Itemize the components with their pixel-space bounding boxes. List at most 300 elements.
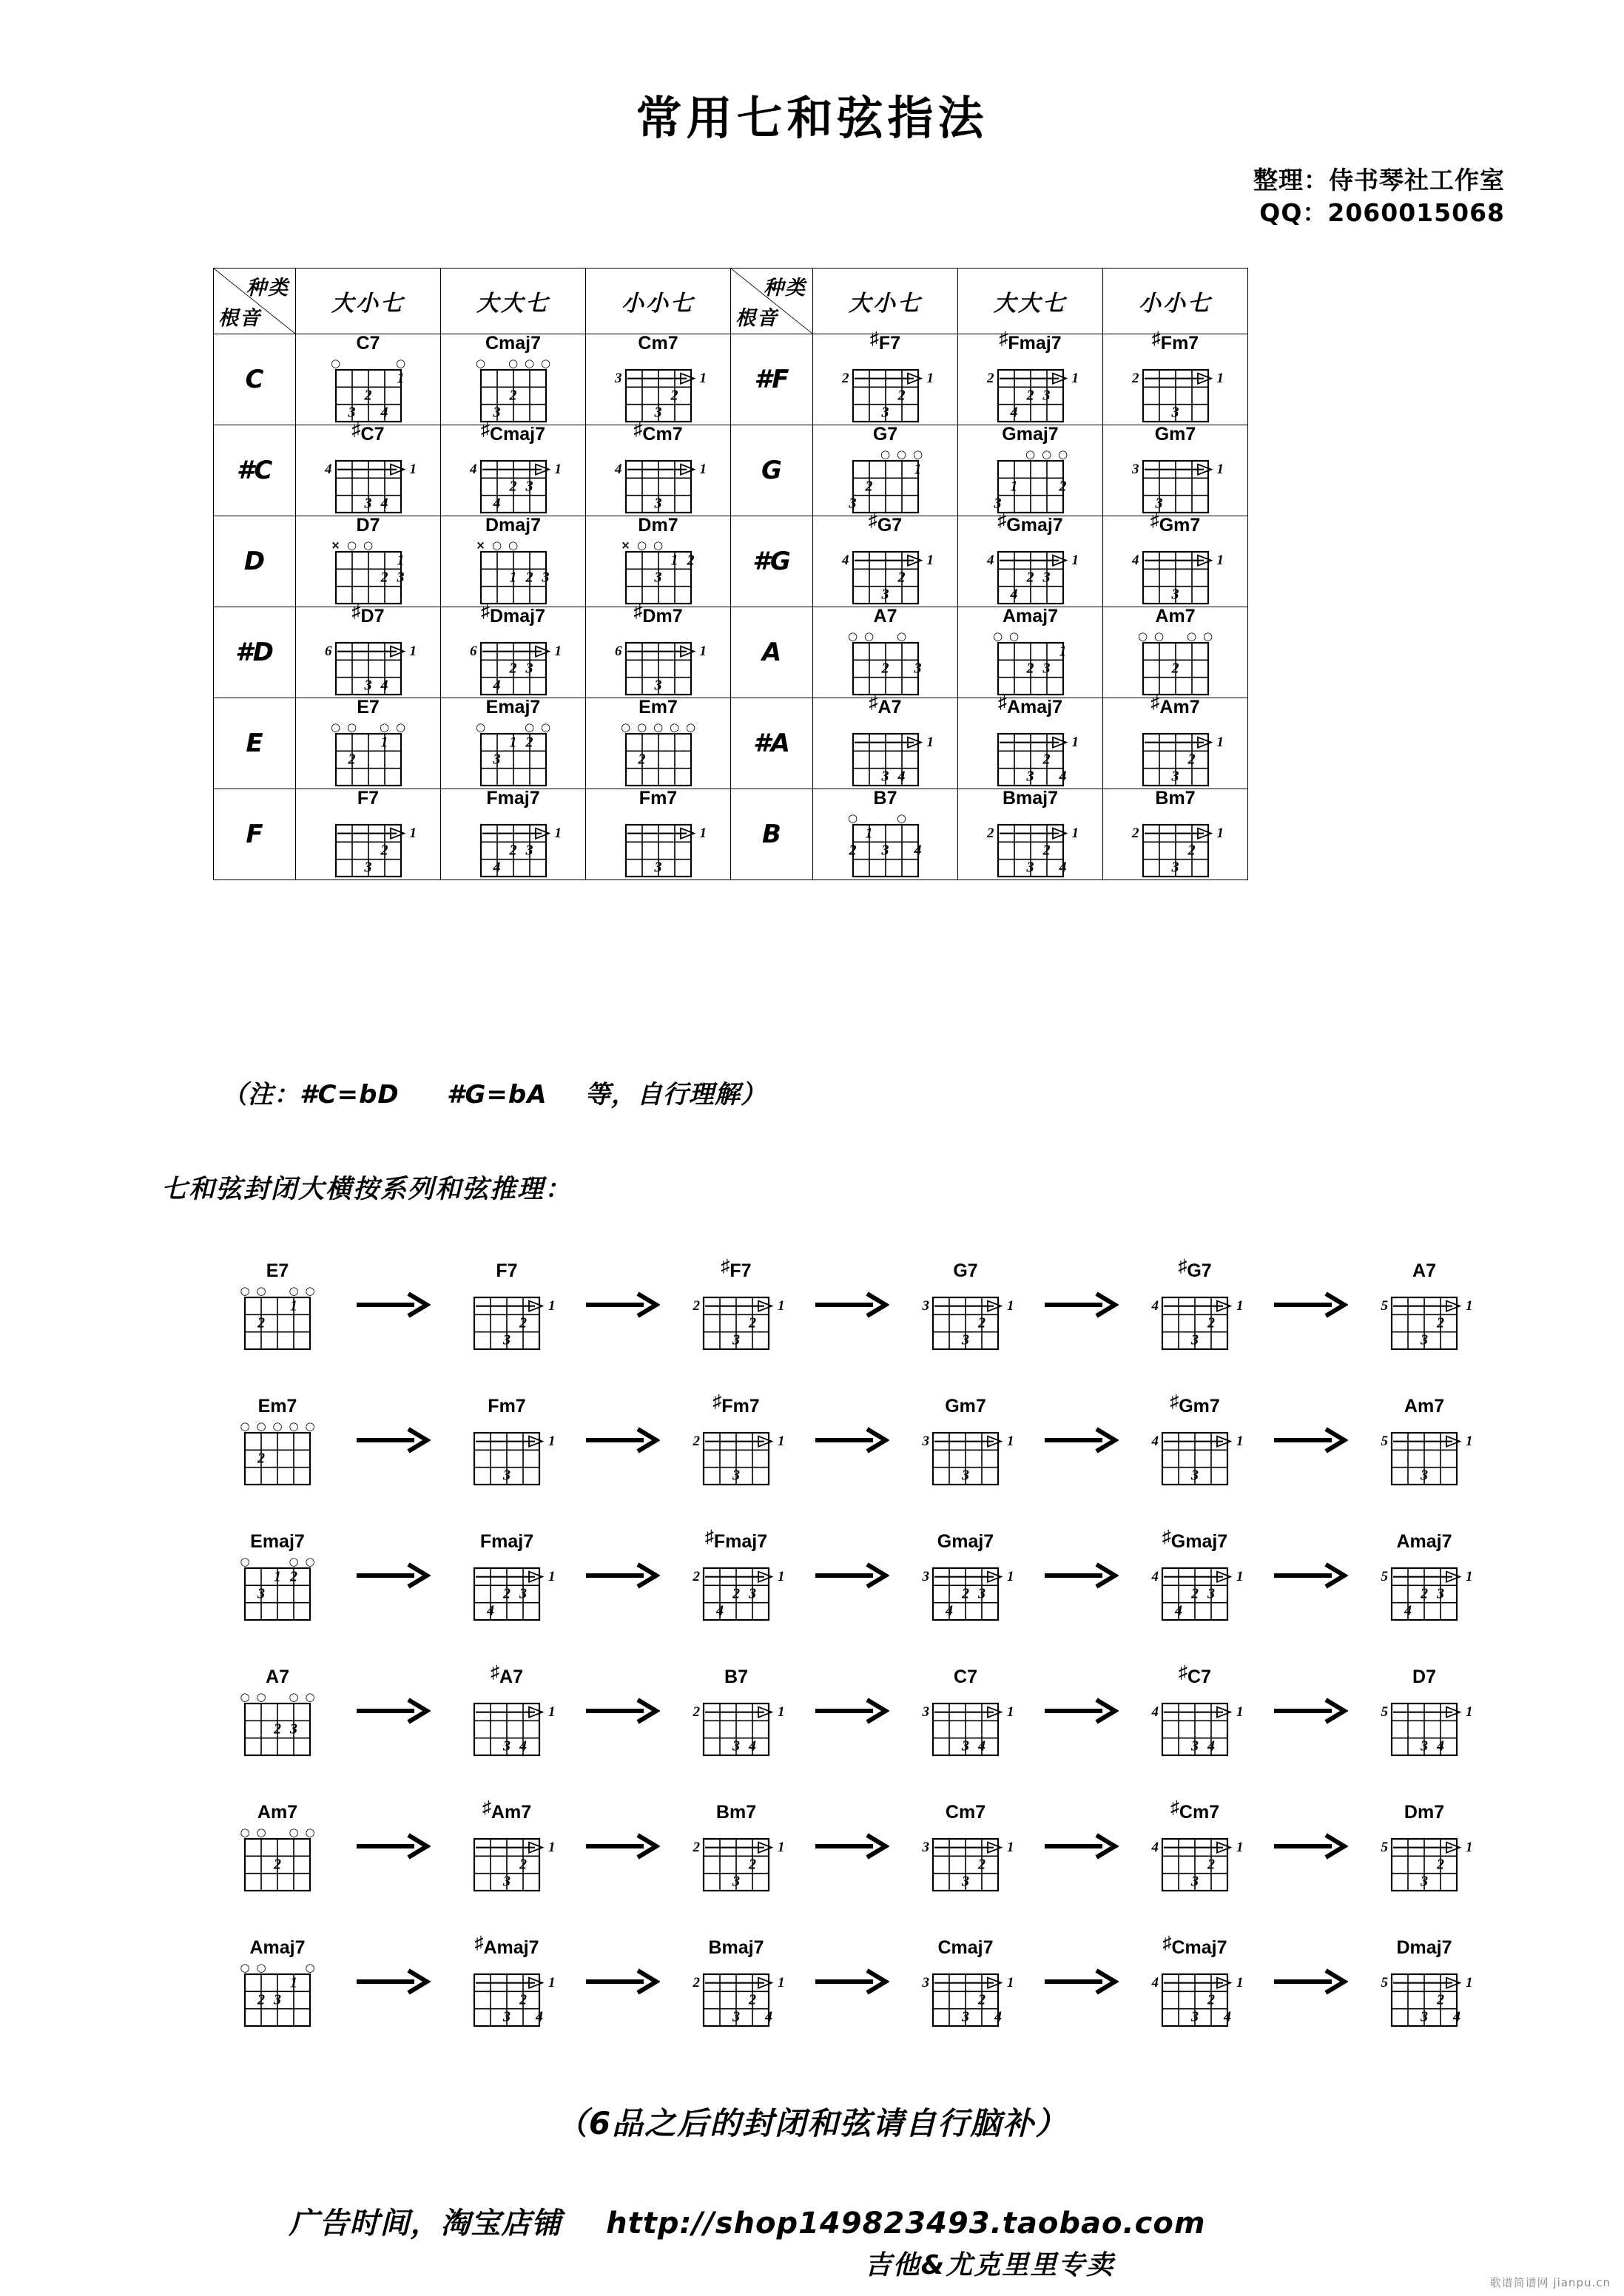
finger-number: 3 <box>1421 1873 1428 1890</box>
finger-number: 1 <box>1059 643 1067 660</box>
finger-number: 2 <box>1187 751 1196 768</box>
base-fret-number: 4 <box>325 461 332 477</box>
finger-number: 4 <box>1059 768 1067 785</box>
barre-finger-number: 1 <box>1236 1297 1244 1314</box>
finger-number: 3 <box>364 495 372 512</box>
chord-cell <box>586 419 731 516</box>
open-string-icon <box>347 540 357 551</box>
fretboard <box>914 1824 1017 1894</box>
fretboard <box>1372 1283 1476 1352</box>
fretboard <box>455 1283 559 1352</box>
arrow-right-icon <box>810 1689 892 1733</box>
barre-finger-number: 1 <box>778 1433 785 1449</box>
chord-diagram <box>914 1939 1017 2029</box>
base-fret-number: 5 <box>1381 1433 1388 1449</box>
progression-chord-slot <box>1369 1533 1480 1623</box>
barre-finger-number: 1 <box>1071 370 1079 386</box>
finger-number: 3 <box>503 1873 511 1890</box>
finger-number: 2 <box>509 842 517 859</box>
table-row <box>214 334 1248 425</box>
finger-number: 1 <box>397 370 405 387</box>
chord-diagram <box>1143 1255 1247 1352</box>
progression-row <box>222 1919 1480 2029</box>
row-root-label: #A <box>731 698 813 789</box>
base-fret-number: 3 <box>1132 461 1139 477</box>
chord-cell <box>296 419 441 516</box>
chord-diagram <box>1372 1668 1476 1758</box>
open-string-icon <box>240 1692 249 1703</box>
progression-section <box>222 1243 1480 2055</box>
barre-finger-number: 1 <box>926 552 934 568</box>
base-fret-number: 2 <box>1132 370 1139 386</box>
progression-chord-slot <box>1369 1262 1480 1352</box>
chord-name: Em7 <box>639 697 678 718</box>
finger-number: 4 <box>946 1602 953 1619</box>
barre-finger-number: 1 <box>778 1297 785 1314</box>
fretboard <box>1143 1418 1247 1488</box>
chord-diagram <box>607 334 710 425</box>
finger-number: 3 <box>1171 768 1179 785</box>
finger-number: 3 <box>1207 1585 1215 1602</box>
finger-number: 2 <box>1207 1856 1215 1873</box>
finger-number: 4 <box>487 1602 494 1619</box>
barre-finger-number: 1 <box>778 1568 785 1584</box>
fretboard <box>684 1959 788 2029</box>
finger-number: 4 <box>1453 2008 1460 2025</box>
progression-chord-slot <box>910 1397 1021 1488</box>
finger-number: 2 <box>274 1721 281 1738</box>
barre-finger-number: 1 <box>1466 1974 1473 1991</box>
fretboard <box>979 628 1082 698</box>
open-string-icon <box>289 1692 298 1703</box>
chord-name: ♯Fmaj7 <box>704 1526 768 1552</box>
chord-name: D7 <box>356 515 380 536</box>
progression-row <box>222 1243 1480 1352</box>
finger-number: 4 <box>1224 2008 1231 2025</box>
chord-name: Fmaj7 <box>486 788 540 808</box>
barre-finger-number: 1 <box>778 1839 785 1855</box>
sharp-icon: ♯ <box>1178 1255 1187 1276</box>
muted-string-icon <box>621 540 630 551</box>
finger-number: 3 <box>493 404 501 421</box>
finger-number: 3 <box>274 1991 281 2008</box>
chord-diagram <box>607 601 710 698</box>
open-string-icon <box>289 1827 298 1838</box>
sharp-icon: ♯ <box>999 328 1008 348</box>
arrow-right-icon <box>1040 1553 1121 1598</box>
fretboard <box>834 810 937 879</box>
open-string-icon <box>305 1286 314 1297</box>
chord-diagram <box>1372 1262 1476 1352</box>
base-fret-number: 5 <box>1381 1568 1388 1584</box>
fretboard <box>834 628 937 698</box>
sharp-icon: ♯ <box>474 1932 484 1953</box>
sharp-icon: ♯ <box>1170 1391 1179 1411</box>
arrow-right-icon <box>351 1689 433 1733</box>
base-fret-number: 2 <box>693 1433 700 1449</box>
progression-chord-slot <box>222 1939 333 2029</box>
finger-number: 3 <box>542 569 550 586</box>
chord-cell <box>441 601 586 698</box>
finger-number: 3 <box>654 859 662 876</box>
chord-name: ♯Cm7 <box>1170 1797 1220 1823</box>
chord-cell <box>296 698 441 789</box>
open-string-icon <box>508 540 518 551</box>
chord-cell <box>1103 425 1248 516</box>
progression-chord-slot <box>451 1932 562 2029</box>
fretboard <box>684 1689 788 1758</box>
finger-number: 1 <box>914 461 922 478</box>
finger-number: 4 <box>380 677 388 694</box>
sharp-icon: ♯ <box>480 419 490 439</box>
chord-name: C7 <box>954 1667 977 1687</box>
chord-diagram <box>1124 328 1227 425</box>
table-row <box>214 607 1248 698</box>
arrow-right-icon <box>351 1959 433 2004</box>
finger-number: 4 <box>978 1738 985 1755</box>
finger-number: 1 <box>290 1974 297 1991</box>
finger-number: 3 <box>364 677 372 694</box>
column-header-5: 小小七 <box>1103 269 1248 334</box>
finger-number: 4 <box>536 2008 543 2025</box>
chord-diagram <box>834 425 937 516</box>
chord-cell <box>296 789 441 880</box>
chord-name: Am7 <box>1404 1396 1445 1417</box>
chord-cell <box>1103 510 1248 607</box>
row-root-label: #D <box>214 607 296 698</box>
base-fret-number: 4 <box>1132 552 1139 568</box>
fretboard <box>1124 446 1227 516</box>
fretboard <box>317 446 420 516</box>
chord-diagram <box>226 1803 329 1894</box>
fretboard <box>455 1553 559 1623</box>
chord-diagram <box>455 1932 559 2029</box>
finger-number: 3 <box>1421 1467 1428 1484</box>
finger-number: 2 <box>1026 387 1034 404</box>
barre-finger-number: 1 <box>548 1839 556 1855</box>
barre-finger-number: 1 <box>1236 1839 1244 1855</box>
arrow-right-icon <box>1040 1689 1121 1733</box>
open-string-icon <box>541 358 550 369</box>
open-string-icon <box>476 722 485 733</box>
base-fret-number: 2 <box>693 1704 700 1720</box>
open-string-icon <box>913 449 923 460</box>
finger-number: 2 <box>978 1856 985 1873</box>
chord-cell <box>441 516 586 607</box>
finger-number: 1 <box>509 734 517 751</box>
arrow-right-icon <box>1040 1959 1121 2004</box>
chord-name: Cmaj7 <box>485 333 542 354</box>
finger-number: 2 <box>1059 478 1067 495</box>
open-string-icon <box>897 449 906 460</box>
fretboard <box>1372 1553 1476 1623</box>
finger-number: 1 <box>290 1297 297 1314</box>
fretboard <box>1372 1689 1476 1758</box>
chord-cell <box>958 607 1103 698</box>
barre-finger-number: 1 <box>926 370 934 386</box>
row-root-label: #G <box>731 516 813 607</box>
finger-number: 4 <box>749 1738 756 1755</box>
finger-number: 3 <box>1042 569 1051 586</box>
progression-chord-slot <box>910 1533 1021 1623</box>
fretboard <box>684 1283 788 1352</box>
credit-block <box>0 164 1505 229</box>
base-fret-number: 2 <box>693 1974 700 1991</box>
chord-cell <box>441 789 586 880</box>
row-root-label: G <box>731 425 813 516</box>
chord-name: ♯C7 <box>351 419 385 445</box>
finger-number: 3 <box>290 1721 297 1738</box>
chord-name: ♯A7 <box>491 1661 523 1687</box>
open-string-icon <box>508 358 518 369</box>
fretboard <box>317 810 420 879</box>
chord-name: ♯C7 <box>1179 1661 1211 1687</box>
fretboard <box>455 1418 559 1488</box>
base-fret-number: 4 <box>470 461 477 477</box>
chord-name: E7 <box>266 1260 289 1281</box>
base-fret-number: 4 <box>1151 1704 1159 1720</box>
finger-number: 4 <box>493 677 501 694</box>
chord-diagram <box>455 1262 559 1352</box>
fretboard <box>607 810 710 879</box>
finger-number: 2 <box>865 478 873 495</box>
barre-finger-number: 1 <box>699 461 707 477</box>
fretboard <box>455 1959 559 2029</box>
table-corner-header <box>731 269 813 334</box>
arrow-right-icon <box>1269 1283 1350 1327</box>
open-string-icon <box>880 449 890 460</box>
finger-number: 2 <box>525 734 533 751</box>
row-root-label: #F <box>731 334 813 425</box>
finger-number: 2 <box>749 1991 756 2008</box>
finger-number: 3 <box>503 2008 511 2025</box>
column-header-2: 小小七 <box>586 269 731 334</box>
barre-finger-number: 1 <box>1216 370 1224 386</box>
chord-name: C7 <box>356 333 380 354</box>
fretboard <box>979 719 1082 789</box>
finger-number: 3 <box>1042 387 1051 404</box>
finger-number: 4 <box>380 404 388 421</box>
open-string-icon <box>1187 631 1196 642</box>
finger-number: 2 <box>364 387 372 404</box>
open-string-icon <box>621 722 630 733</box>
chord-name: ♯Cmaj7 <box>1162 1932 1227 1958</box>
progression-chord-slot <box>681 1391 792 1488</box>
finger-number: 3 <box>525 478 533 495</box>
finger-number: 3 <box>749 1585 756 1602</box>
open-string-icon <box>240 1421 249 1432</box>
open-string-icon <box>1042 449 1051 460</box>
open-string-icon <box>289 1286 298 1297</box>
open-string-icon <box>305 1692 314 1703</box>
chord-diagram <box>834 789 937 879</box>
chord-name: Amaj7 <box>1396 1531 1452 1552</box>
barre-finger-number: 1 <box>1466 1297 1473 1314</box>
base-fret-number: 3 <box>922 1568 929 1584</box>
progression-chord-slot <box>1139 1932 1250 2029</box>
barre-finger-number: 1 <box>699 825 707 841</box>
finger-number: 3 <box>1171 586 1179 603</box>
finger-number: 2 <box>638 751 646 768</box>
progression-chord-slot <box>910 1803 1021 1894</box>
brainfill-note: （6品之后的封闭和弦请自行脑补） <box>556 2105 1068 2141</box>
open-string-icon <box>256 1962 266 1973</box>
chord-cell <box>813 789 958 880</box>
sharp-icon: ♯ <box>869 328 879 348</box>
finger-number: 3 <box>654 677 662 694</box>
finger-number: 3 <box>1026 768 1034 785</box>
chord-diagram <box>226 1262 329 1352</box>
progression-chord-slot <box>681 1803 792 1894</box>
chord-name: Bmaj7 <box>708 1937 764 1958</box>
fretboard <box>1124 810 1227 879</box>
finger-number: 4 <box>765 2008 772 2025</box>
fretboard <box>979 355 1082 425</box>
finger-number: 3 <box>1421 1738 1428 1755</box>
chord-cell <box>813 692 958 789</box>
progression-chord-slot <box>681 1668 792 1758</box>
chord-name: ♯D7 <box>351 601 385 627</box>
open-string-icon <box>670 722 679 733</box>
base-fret-number: 5 <box>1381 1839 1388 1855</box>
progression-chord-slot <box>451 1262 562 1352</box>
finger-number: 2 <box>519 1856 527 1873</box>
fretboard <box>834 355 937 425</box>
chord-diagram <box>317 334 420 425</box>
finger-number: 1 <box>509 569 517 586</box>
finger-number: 4 <box>1207 1738 1215 1755</box>
arrow-right-icon <box>581 1553 662 1598</box>
finger-number: 3 <box>1155 495 1163 512</box>
open-string-icon <box>363 540 373 551</box>
open-string-icon <box>525 358 534 369</box>
corner-root-label: 根音 <box>218 307 261 330</box>
barre-finger-number: 1 <box>1071 825 1079 841</box>
chord-diagram <box>1143 1797 1247 1894</box>
muted-string-icon <box>331 540 340 551</box>
finger-number: 3 <box>732 1738 740 1755</box>
progression-row <box>222 1649 1480 1758</box>
chord-name: Gm7 <box>945 1396 986 1417</box>
progression-chord-slot <box>1139 1391 1250 1488</box>
chord-diagram <box>1143 1391 1247 1488</box>
fretboard <box>914 1553 1017 1623</box>
base-fret-number: 4 <box>1151 1297 1159 1314</box>
barre-finger-number: 1 <box>409 643 417 659</box>
chord-diagram <box>1372 1397 1476 1488</box>
barre-finger-number: 1 <box>1007 1568 1014 1584</box>
base-fret-number: 5 <box>1381 1974 1388 1991</box>
watermark: 歌谱简谱网 jianpu.cn <box>1489 2276 1611 2289</box>
fretboard <box>462 446 565 516</box>
fretboard <box>226 1959 329 2029</box>
open-string-icon <box>993 631 1003 642</box>
chord-name: Em7 <box>257 1396 297 1417</box>
open-string-icon <box>1009 631 1019 642</box>
open-string-icon <box>331 722 340 733</box>
arrow-right-icon <box>1040 1418 1121 1462</box>
finger-number: 3 <box>1191 1467 1199 1484</box>
finger-number: 3 <box>654 404 662 421</box>
fretboard <box>226 1553 329 1623</box>
sharp-icon: ♯ <box>997 692 1007 712</box>
chord-diagram <box>462 419 565 516</box>
chord-diagram <box>226 1668 329 1758</box>
fretboard <box>1372 1959 1476 2029</box>
chord-diagram <box>979 607 1082 698</box>
open-string-icon <box>1154 631 1164 642</box>
chord-name: ♯Gm7 <box>1170 1391 1220 1417</box>
finger-number: 3 <box>1042 660 1051 677</box>
chord-diagram <box>834 607 937 698</box>
finger-number: 2 <box>670 387 678 404</box>
chord-cell <box>1103 789 1248 880</box>
chord-diagram <box>834 510 937 607</box>
chord-name: ♯Gm7 <box>1150 510 1201 536</box>
chord-cell <box>586 789 731 880</box>
barre-finger-number: 1 <box>1007 1974 1014 1991</box>
progression-chord-slot <box>910 1939 1021 2029</box>
chord-diagram <box>1143 1526 1247 1623</box>
barre-finger-number: 1 <box>1236 1433 1244 1449</box>
progression-chord-slot <box>222 1397 333 1488</box>
finger-number: 2 <box>962 1585 969 1602</box>
chord-diagram <box>607 698 710 789</box>
column-header-0: 大小七 <box>296 269 441 334</box>
finger-number: 3 <box>1421 2008 1428 2025</box>
finger-number: 1 <box>865 825 873 842</box>
finger-number: 2 <box>274 1856 281 1873</box>
chord-name: ♯Gmaj7 <box>997 510 1063 536</box>
fretboard <box>1143 1824 1247 1894</box>
chord-cell <box>813 510 958 607</box>
row-root-label: B <box>731 789 813 880</box>
finger-number: 2 <box>849 842 857 859</box>
chord-name: Cm7 <box>945 1802 986 1823</box>
chord-name: F7 <box>496 1260 518 1281</box>
finger-number: 2 <box>1437 1856 1444 1873</box>
chord-name: B7 <box>724 1667 748 1687</box>
open-string-icon <box>897 813 906 824</box>
finger-number: 2 <box>348 751 356 768</box>
open-string-icon <box>380 722 389 733</box>
chord-diagram <box>455 1397 559 1488</box>
finger-number: 3 <box>1437 1585 1444 1602</box>
arrow-right-icon <box>810 1283 892 1327</box>
chord-name: ♯Dmaj7 <box>480 601 546 627</box>
finger-number: 2 <box>519 1314 527 1331</box>
fretboard <box>1124 537 1227 607</box>
chord-cell <box>296 334 441 425</box>
finger-number: 2 <box>290 1568 297 1585</box>
chord-name: ♯A7 <box>869 692 902 718</box>
chord-name: ♯Dm7 <box>633 601 683 627</box>
finger-number: 4 <box>380 495 388 512</box>
open-string-icon <box>686 722 695 733</box>
finger-number: 3 <box>978 1585 985 1602</box>
finger-number: 2 <box>687 552 695 569</box>
chord-name: ♯G7 <box>1178 1255 1212 1281</box>
chord-diagram <box>462 334 565 425</box>
fretboard <box>684 1553 788 1623</box>
open-string-icon <box>492 540 502 551</box>
barre-finger-number: 1 <box>548 1433 556 1449</box>
corner-type-label: 种类 <box>764 277 806 300</box>
row-root-label: F <box>214 789 296 880</box>
chord-name: Emaj7 <box>250 1531 305 1552</box>
finger-number: 3 <box>1191 1873 1199 1890</box>
progression-chord-slot <box>1139 1255 1250 1352</box>
